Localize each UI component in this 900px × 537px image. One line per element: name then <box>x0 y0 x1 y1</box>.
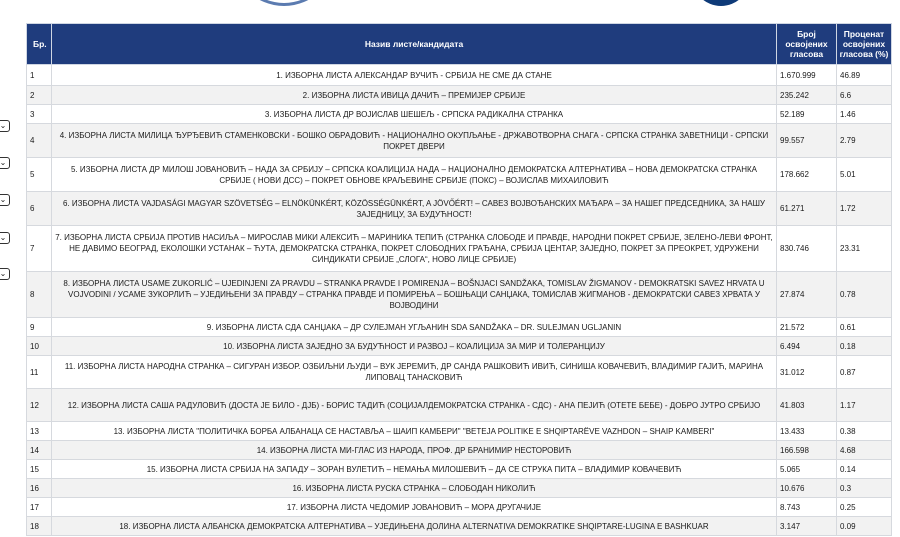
decorative-circle-right <box>692 0 750 6</box>
votes-count: 31.012 <box>777 356 837 389</box>
row-number: 15 <box>27 460 52 479</box>
column-header-number: Бр. <box>27 24 52 65</box>
list-name: 4. ИЗБОРНА ЛИСТА МИЛИЦА ЂУРЂЕВИЋ СТАМЕНКОВСКИ - БОШКО ОБРАДОВИЋ - НАЦИОНАЛНО ОКУПЉАЊЕ - ДРЖАВОТВОРНА СНАГА - СРПСКА СТРАНКА ЗАВЕТНИЦИ - СРПСКИ ПОКРЕТ ДВЕРИ <box>52 124 777 158</box>
votes-count: 178.662 <box>777 158 837 192</box>
list-name: 13. ИЗБОРНА ЛИСТА "ПОЛИТИЧКА БОРБА АЛБАНАЦА СЕ НАСТАВЉА – ШАИП КАМБЕРИ" "BETEJA POLITIKE E SHQIPTARËVE VAZHDON – SHAIP KAMBERI" <box>52 422 777 441</box>
list-name: 2. ИЗБОРНА ЛИСТА ИВИЦА ДАЧИЋ – ПРЕМИЈЕР СРБИЈЕ <box>52 86 777 105</box>
vote-percentage: 5.01 <box>837 158 892 192</box>
expand-toggle-2[interactable] <box>0 157 10 169</box>
chevron-down-icon: ⌄ <box>0 121 7 130</box>
votes-count: 21.572 <box>777 318 837 337</box>
votes-count: 10.676 <box>777 479 837 498</box>
votes-count: 13.433 <box>777 422 837 441</box>
votes-count: 61.271 <box>777 192 837 226</box>
list-name: 6. ИЗБОРНА ЛИСТА VAJDASÁGI MAGYAR SZÖVETSÉG – ELNÖKÜNKÉRT, KÖZÖSSÉGÜNKÉRT, A JÖVŐÉRT! – САВЕЗ ВОЈВОЂАНСКИХ МАЂАРА – ЗА НАШЕГ ПРЕДСЕДНИКА, ЗА НАШУ ЗАЈЕДНИЦУ, ЗА БУДУЋНОСТ! <box>52 192 777 226</box>
vote-percentage: 4.68 <box>837 441 892 460</box>
row-number: 6 <box>27 192 52 226</box>
row-number: 17 <box>27 498 52 517</box>
votes-count: 830.746 <box>777 226 837 272</box>
votes-count: 27.874 <box>777 272 837 318</box>
expand-toggle-4[interactable] <box>0 232 10 244</box>
list-name: 14. ИЗБОРНА ЛИСТА МИ-ГЛАС ИЗ НАРОДА, ПРОФ. ДР БРАНИМИР НЕСТОРОВИЋ <box>52 441 777 460</box>
table-header-row <box>27 24 892 65</box>
table-row <box>27 124 892 158</box>
election-results-table <box>26 23 892 536</box>
votes-count: 166.598 <box>777 441 837 460</box>
vote-percentage: 0.25 <box>837 498 892 517</box>
vote-percentage: 0.14 <box>837 460 892 479</box>
table-row <box>27 422 892 441</box>
row-number: 7 <box>27 226 52 272</box>
table-row <box>27 105 892 124</box>
chevron-down-icon: ⌄ <box>0 233 7 242</box>
vote-percentage: 1.46 <box>837 105 892 124</box>
list-name: 5. ИЗБОРНА ЛИСТА ДР МИЛОШ ЈОВАНОВИЋ – НАДА ЗА СРБИЈУ – СРПСКА КОАЛИЦИЈА НАДА – НАЦИОНАЛНО ДЕМОКРАТСКА АЛТЕРНАТИВА – НОВА ДЕМОКРАТСКА СТРАНКА СРБИЈЕ ( НОВИ ДСС) – ПОКРЕТ ОБНОВЕ КРАЉЕВИНЕ СРБИЈЕ (ПОКС) – ВОЈИСЛАВ МИХАИЛОВИЋ <box>52 158 777 192</box>
votes-count: 8.743 <box>777 498 837 517</box>
votes-count: 5.065 <box>777 460 837 479</box>
table-row <box>27 337 892 356</box>
vote-percentage: 2.79 <box>837 124 892 158</box>
row-number: 14 <box>27 441 52 460</box>
vote-percentage: 0.38 <box>837 422 892 441</box>
decorative-circle-left <box>232 0 336 6</box>
table-row <box>27 479 892 498</box>
row-number: 13 <box>27 422 52 441</box>
list-name: 12. ИЗБОРНА ЛИСТА САША РАДУЛОВИЋ (ДОСТА ЈЕ БИЛО - ДЈБ) - БОРИС ТАДИЋ (СОЦИЈАЛДЕМОКРАТСКА СТРАНКА - СДС) - АНА ПЕЈИЋ (ОТЕТЕ БЕБЕ) - ДОБРО ЈУТРО СРБИЈО <box>52 389 777 422</box>
list-name: 15. ИЗБОРНА ЛИСТА СРБИЈА НА ЗАПАДУ – ЗОРАН ВУЛЕТИЋ – НЕМАЊА МИЛОШЕВИЋ – ДА СЕ СТРУКА ПИТА – ВЛАДИМИР КОВАЧЕВИЋ <box>52 460 777 479</box>
table-row <box>27 158 892 192</box>
votes-count: 99.557 <box>777 124 837 158</box>
vote-percentage: 0.3 <box>837 479 892 498</box>
vote-percentage: 23.31 <box>837 226 892 272</box>
vote-percentage: 0.87 <box>837 356 892 389</box>
list-name: 16. ИЗБОРНА ЛИСТА РУСКА СТРАНКА – СЛОБОДАН НИКОЛИЋ <box>52 479 777 498</box>
list-name: 8. ИЗБОРНА ЛИСТА USAME ZUKORLIĆ – UJEDINJENI ZA PRAVDU – STRANKA PRAVDE I POMIRENJA – BOŠNJACI SANDŽAKA, TOMISLAV ŽIGMANOV - DEMOKRATSKI SAVEZ HRVATA U VOJVODINI / УСАМЕ ЗУКОРЛИЋ – УЈЕДИЊЕНИ ЗА ПРАВДУ – СТРАНКА ПРАВДЕ И ПОМИРЕЊА – БОШЊАЦИ САНЏАКА, ТОМИСЛАВ ЖИГМАНОВ - ДЕМОКРАТСКИ САВЕЗ ХРВАТА У ВОЈВОДИНИ <box>52 272 777 318</box>
table-row <box>27 356 892 389</box>
chevron-down-icon: ⌄ <box>0 158 7 167</box>
table-row <box>27 498 892 517</box>
list-name: 7. ИЗБОРНА ЛИСТА СРБИЈА ПРОТИВ НАСИЉА – МИРОСЛАВ МИКИ АЛЕКСИЋ – МАРИНИКА ТЕПИЋ (СТРАНКА СЛОБОДЕ И ПРАВДЕ, НАРОДНИ ПОКРЕТ СРБИЈЕ, ЗЕЛЕНО-ЛЕВИ ФРОНТ, НЕ ДАВИМО БЕОГРАД, ЕКОЛОШКИ УСТАНАК – ЋУТА, ДЕМОКРАТСКА СТРАНКА, ПОКРЕТ СЛОБОДНИХ ГРАЂАНА, СРБИЈА ЦЕНТАР, ЗАЈЕДНО, ПОКРЕТ ЗА ПРЕОКРЕТ, УДРУЖЕНИ СИНДИКАТИ СРБИЈЕ „СЛОГА“, НОВО ЛИЦЕ СРБИЈЕ) <box>52 226 777 272</box>
votes-count: 1.670.999 <box>777 65 837 86</box>
table-row <box>27 389 892 422</box>
row-number: 9 <box>27 318 52 337</box>
list-name: 9. ИЗБОРНА ЛИСТА СДА САНЏАКА – ДР СУЛЕЈМАН УГЉАНИН SDA SANDŽAKA – DR. SULEJMAN UGLJANIN <box>52 318 777 337</box>
table-row <box>27 86 892 105</box>
chevron-down-icon: ⌄ <box>0 269 7 278</box>
table-row <box>27 517 892 536</box>
vote-percentage: 46.89 <box>837 65 892 86</box>
column-header-name: Назив листе/кандидата <box>52 24 777 65</box>
vote-percentage: 0.78 <box>837 272 892 318</box>
table-row <box>27 65 892 86</box>
list-name: 10. ИЗБОРНА ЛИСТА ЗАЈЕДНО ЗА БУДУЋНОСТ И РАЗВОЈ – КОАЛИЦИЈА ЗА МИР И ТОЛЕРАНЦИЈУ <box>52 337 777 356</box>
table-row <box>27 192 892 226</box>
list-name: 3. ИЗБОРНА ЛИСТА ДР ВОЈИСЛАВ ШЕШЕЉ - СРПСКА РАДИКАЛНА СТРАНКА <box>52 105 777 124</box>
list-name: 18. ИЗБОРНА ЛИСТА АЛБАНСКА ДЕМОКРАТСКА АЛТЕРНАТИВА – УЈЕДИЊЕНА ДОЛИНА ALTERNATIVA DEMOKRATIKE SHQIPTARE-LUGINA E BASHKUAR <box>52 517 777 536</box>
vote-percentage: 0.18 <box>837 337 892 356</box>
table-row <box>27 441 892 460</box>
row-number: 3 <box>27 105 52 124</box>
vote-percentage: 6.6 <box>837 86 892 105</box>
row-number: 18 <box>27 517 52 536</box>
votes-count: 52.189 <box>777 105 837 124</box>
row-number: 11 <box>27 356 52 389</box>
row-number: 8 <box>27 272 52 318</box>
vote-percentage: 0.61 <box>837 318 892 337</box>
votes-count: 41.803 <box>777 389 837 422</box>
table-row <box>27 272 892 318</box>
vote-percentage: 0.09 <box>837 517 892 536</box>
vote-percentage: 1.72 <box>837 192 892 226</box>
expand-toggle-1[interactable] <box>0 120 10 132</box>
votes-count: 3.147 <box>777 517 837 536</box>
row-number: 1 <box>27 65 52 86</box>
votes-count: 6.494 <box>777 337 837 356</box>
table-row <box>27 226 892 272</box>
row-number: 12 <box>27 389 52 422</box>
row-number: 2 <box>27 86 52 105</box>
row-number: 10 <box>27 337 52 356</box>
column-header-percent: Проценат освојених гласова (%) <box>837 24 892 65</box>
row-number: 5 <box>27 158 52 192</box>
list-name: 17. ИЗБОРНА ЛИСТА ЧЕДОМИР ЈОВАНОВИЋ – МОРА ДРУГАЧИЈЕ <box>52 498 777 517</box>
table-row <box>27 460 892 479</box>
vote-percentage: 1.17 <box>837 389 892 422</box>
list-name: 11. ИЗБОРНА ЛИСТА НАРОДНА СТРАНКА – СИГУРАН ИЗБОР. ОЗБИЉНИ ЉУДИ – ВУК ЈЕРЕМИЋ, ДР САНДА РАШКОВИЋ ИВИЋ, СИНИША КОВАЧЕВИЋ, ВЛАДИМИР ГАЈИЋ, МАРИНА ЛИПОВАЦ ТАНАСКОВИЋ <box>52 356 777 389</box>
row-number: 16 <box>27 479 52 498</box>
list-name: 1. ИЗБОРНА ЛИСТА АЛЕКСАНДАР ВУЧИЋ - СРБИЈА НЕ СМЕ ДА СТАНЕ <box>52 65 777 86</box>
table-row <box>27 318 892 337</box>
expand-toggle-3[interactable] <box>0 194 10 206</box>
chevron-down-icon: ⌄ <box>0 195 7 204</box>
votes-count: 235.242 <box>777 86 837 105</box>
row-number: 4 <box>27 124 52 158</box>
expand-toggle-5[interactable] <box>0 268 10 280</box>
column-header-votes: Број освојених гласова <box>777 24 837 65</box>
